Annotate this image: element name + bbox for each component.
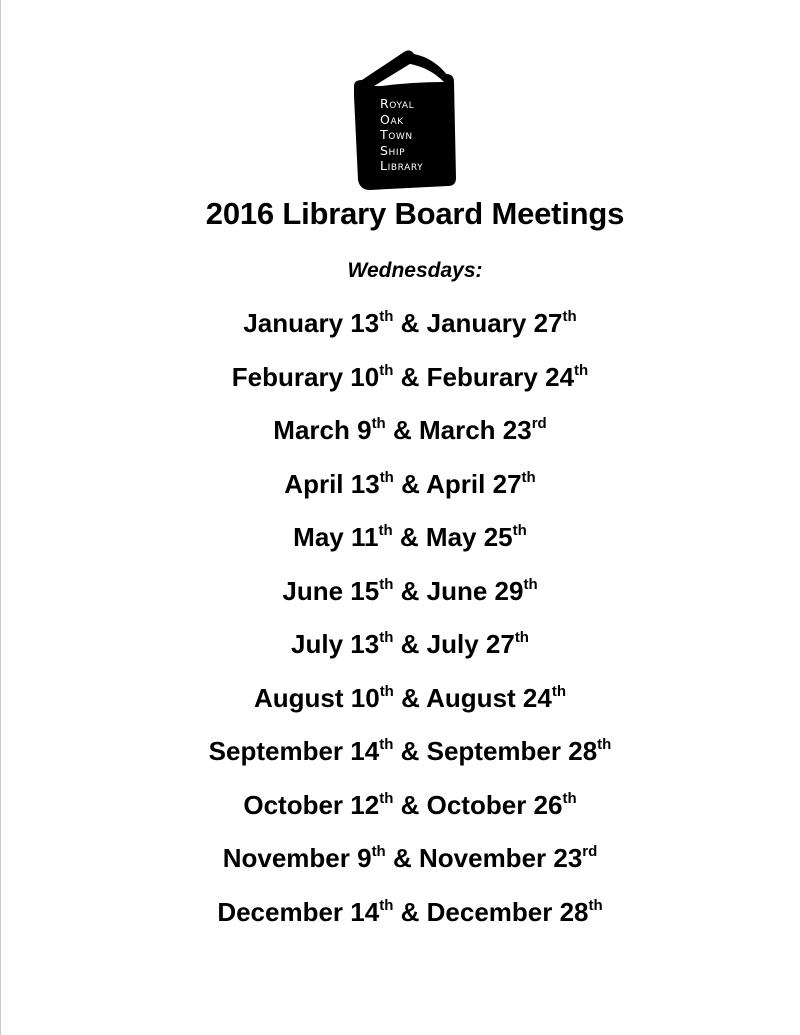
ordinal-suffix: th [597, 736, 612, 753]
ordinal-suffix: th [562, 789, 577, 807]
logo-text [380, 96, 460, 174]
meeting-day: 12 [350, 789, 380, 820]
ordinal-suffix: th [379, 629, 394, 646]
meeting-month: July [291, 629, 344, 659]
meeting-dates-list [0, 303, 800, 945]
logo-line: Town [380, 127, 413, 142]
meeting-day: 10 [350, 682, 380, 713]
meeting-month: October [243, 789, 344, 820]
meeting-month: January [243, 308, 344, 338]
ordinal-suffix: rd [531, 415, 547, 432]
ordinal-suffix: th [523, 575, 538, 593]
meeting-day: 13 [350, 468, 380, 499]
separator: & [392, 843, 412, 873]
meeting-month: November [222, 843, 350, 873]
ordinal-suffix: th [588, 896, 603, 914]
meeting-month: May [293, 522, 344, 552]
separator: & [399, 522, 419, 552]
meeting-date-line [0, 303, 800, 357]
meeting-day: 23 [553, 843, 583, 873]
separator: & [400, 629, 420, 659]
meeting-day: 11 [350, 522, 379, 552]
meeting-month: August [426, 682, 516, 713]
ordinal-suffix: th [379, 896, 394, 914]
meeting-date-line [0, 357, 800, 411]
meeting-date-line [0, 785, 800, 839]
ordinal-suffix: th [379, 789, 394, 807]
ordinal-suffix: th [379, 361, 394, 379]
meeting-month: December [217, 896, 344, 927]
ordinal-suffix: th [379, 468, 394, 486]
separator: & [401, 682, 420, 713]
meeting-month: March [273, 415, 350, 445]
meeting-day: 26 [533, 789, 563, 820]
meeting-day: 24 [522, 682, 552, 713]
separator: & [400, 736, 420, 766]
meeting-date-line [0, 838, 800, 892]
meeting-day: 27 [533, 308, 563, 338]
meeting-date-line [0, 731, 800, 785]
separator: & [400, 789, 420, 820]
separator: & [401, 468, 420, 499]
meeting-month: May [425, 522, 477, 552]
ordinal-suffix: th [514, 629, 529, 646]
meeting-day: 25 [483, 522, 513, 552]
ordinal-suffix: th [371, 843, 386, 860]
meeting-date-line [0, 517, 800, 571]
ordinal-suffix: th [574, 361, 589, 379]
ordinal-suffix: th [562, 308, 577, 325]
meeting-month: December [426, 896, 553, 927]
meeting-month: April [426, 468, 486, 499]
meeting-month: January [426, 308, 527, 338]
meeting-day: 13 [350, 629, 380, 659]
separator: & [400, 575, 420, 606]
ordinal-suffix: th [379, 575, 394, 593]
meeting-day: 15 [350, 575, 380, 606]
page-title: 2016 Library Board Meetings [205, 196, 625, 231]
separator: & [400, 896, 420, 927]
ordinal-suffix: th [521, 468, 536, 486]
meeting-month: April [284, 468, 344, 499]
meeting-day: 28 [568, 736, 598, 766]
ordinal-suffix: th [378, 522, 393, 539]
ordinal-suffix: th [371, 415, 386, 432]
meeting-date-line [0, 571, 800, 625]
meeting-month: June [426, 575, 488, 606]
meeting-month: Feburary [426, 361, 538, 392]
meeting-date-line [0, 464, 800, 518]
ordinal-suffix: th [512, 522, 527, 539]
meeting-month: March [418, 415, 496, 445]
library-logo [352, 46, 462, 192]
logo-line: Oak [380, 111, 404, 127]
meeting-day: 24 [545, 361, 575, 392]
meeting-day: 14 [350, 896, 380, 927]
meeting-day: 13 [350, 308, 380, 338]
ordinal-suffix: th [551, 682, 567, 700]
ordinal-suffix: th [379, 682, 394, 700]
page-subtitle: Wednesdays: [347, 259, 483, 282]
meeting-month: September [208, 736, 344, 766]
meeting-date-line [0, 410, 800, 464]
meeting-month: October [426, 789, 527, 820]
meeting-month: August [253, 682, 344, 713]
logo-line: Library [380, 158, 424, 173]
meeting-date-line [0, 892, 800, 946]
separator: & [392, 415, 412, 445]
meeting-date-line [0, 624, 800, 678]
meeting-day: 14 [350, 736, 380, 766]
meeting-day: 10 [350, 361, 380, 392]
meeting-day: 29 [494, 575, 524, 606]
ordinal-suffix: th [379, 736, 394, 753]
meeting-month: Feburary [231, 361, 344, 392]
meeting-date-line [0, 678, 800, 732]
logo-line: Ship [380, 142, 406, 158]
logo-line: Royal [380, 96, 415, 111]
meeting-day: 9 [357, 843, 372, 873]
meeting-month: September [426, 736, 562, 766]
meeting-day: 28 [559, 896, 589, 927]
meeting-month: June [282, 575, 344, 606]
meeting-day: 23 [502, 415, 532, 445]
separator: & [400, 308, 420, 338]
meeting-day: 9 [357, 415, 372, 445]
meeting-day: 27 [485, 629, 515, 659]
meeting-month: November [418, 843, 547, 873]
ordinal-suffix: th [379, 308, 394, 325]
separator: & [400, 361, 420, 392]
meeting-month: July [426, 629, 479, 659]
meeting-day: 27 [492, 468, 522, 499]
ordinal-suffix: rd [582, 843, 598, 860]
